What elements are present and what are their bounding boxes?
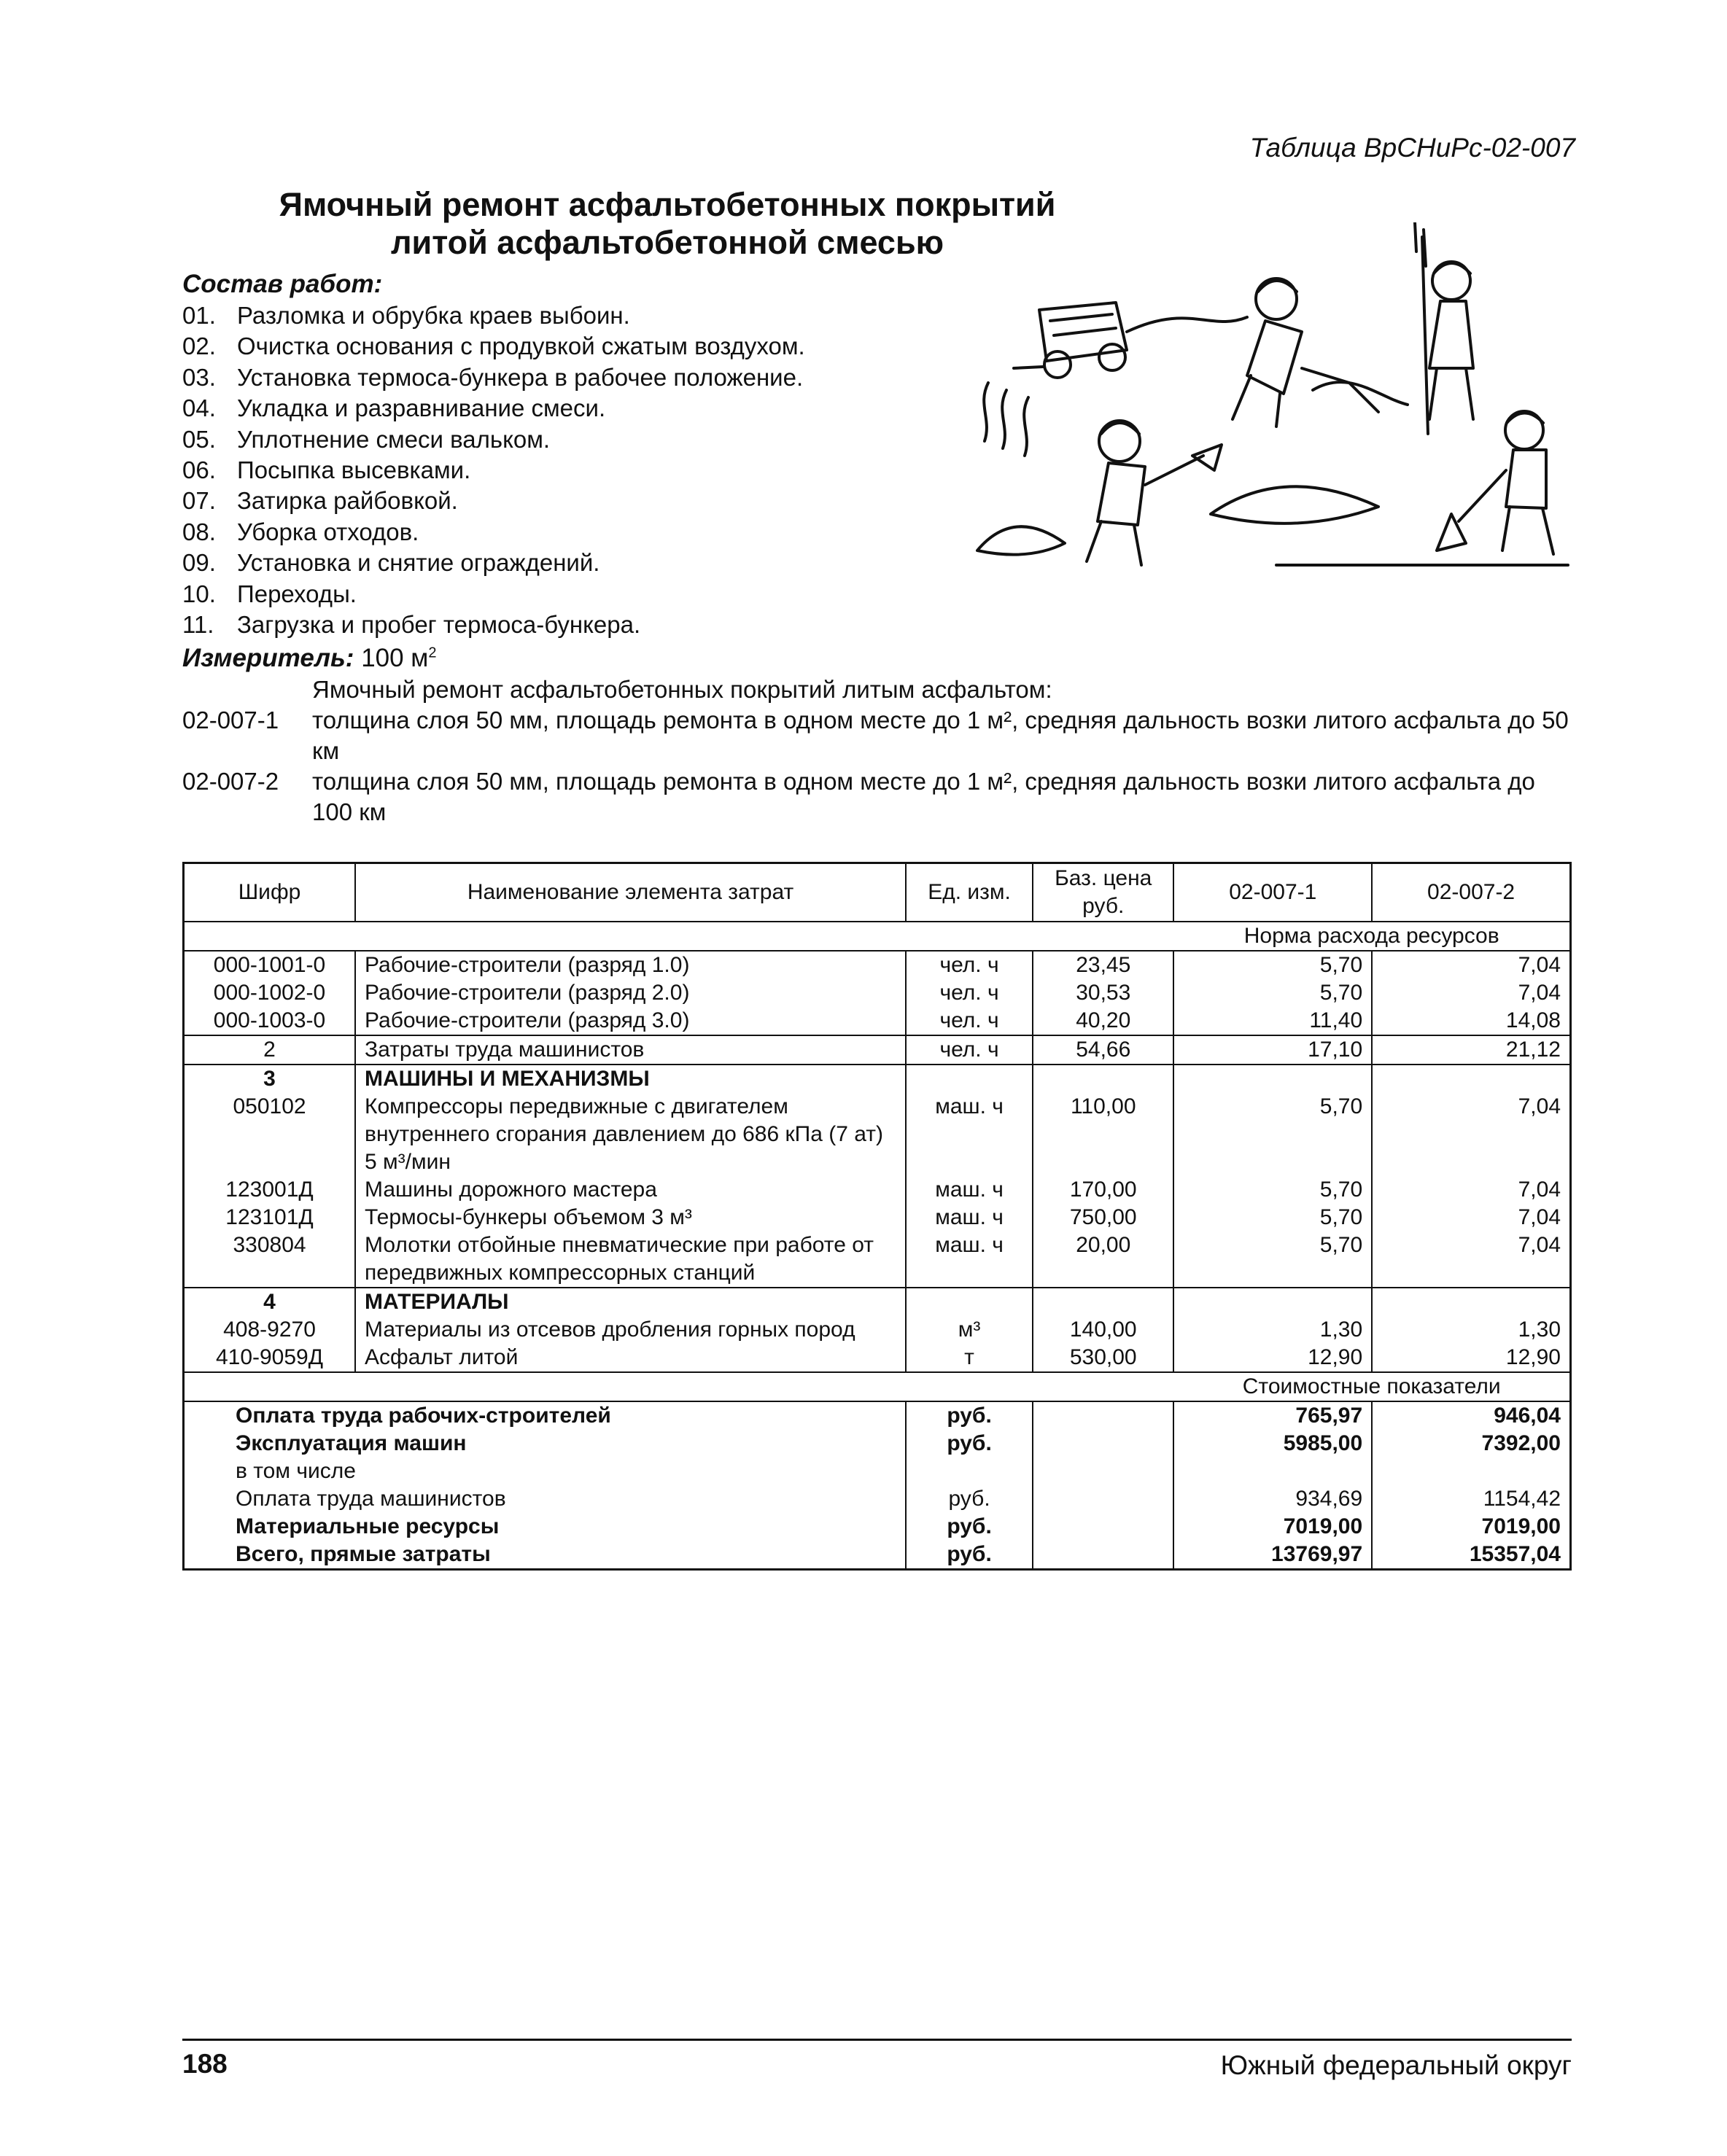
empty-cell bbox=[1033, 1513, 1173, 1541]
work-item bbox=[182, 362, 805, 393]
header-unit: Ед. изм. bbox=[906, 863, 1033, 922]
cell-name: Материалы из отсевов дробления горных пород bbox=[355, 1316, 906, 1344]
variant-code: 02-007-1 bbox=[182, 707, 279, 733]
variant-2 bbox=[182, 766, 1572, 828]
band-label: Стоимостные показатели bbox=[1173, 1372, 1570, 1401]
table-row bbox=[184, 1231, 1571, 1288]
table-row bbox=[184, 1035, 1571, 1065]
work-number: 11. bbox=[182, 611, 214, 639]
cell-price: 20,00 bbox=[1033, 1231, 1173, 1288]
page-number: 188 bbox=[182, 2049, 228, 2079]
cell-variant-2: 21,12 bbox=[1372, 1035, 1570, 1065]
empty-cell bbox=[1033, 1541, 1173, 1570]
summary-variant-1 bbox=[1173, 1458, 1372, 1485]
measure bbox=[182, 644, 437, 673]
summary-row bbox=[184, 1401, 1571, 1430]
work-item bbox=[182, 610, 805, 640]
work-number: 06. bbox=[182, 456, 216, 484]
empty-cell bbox=[1033, 1430, 1173, 1458]
summary-name: Эксплуатация машин bbox=[184, 1430, 907, 1458]
resource-table bbox=[182, 862, 1572, 1571]
summary-variant-1: 7019,00 bbox=[1173, 1513, 1372, 1541]
empty-cell bbox=[1033, 1401, 1173, 1430]
cell-variant-1: 1,30 bbox=[1173, 1316, 1372, 1344]
summary-variant-2: 946,04 bbox=[1372, 1401, 1570, 1430]
cell-variant-1: 5,70 bbox=[1173, 1176, 1372, 1204]
measure-label: Измеритель: bbox=[182, 644, 354, 672]
cell-unit: чел. ч bbox=[906, 1035, 1033, 1065]
table-row bbox=[184, 1316, 1571, 1344]
section-row bbox=[184, 1288, 1571, 1316]
empty-cell bbox=[1173, 1288, 1372, 1316]
cell-variant-2: 7,04 bbox=[1372, 1231, 1570, 1288]
variant-text: толщина слоя 50 мм, площадь ремонта в одном месте до 1 м², средняя дальность возки литого асфальта до 100 км bbox=[312, 768, 1535, 825]
works-label: Состав работ: bbox=[182, 270, 383, 298]
cell-name: Компрессоры передвижные с двигателем внутреннего сгорания давлением до 686 кПа (7 ат) 5 м³/мин bbox=[355, 1093, 906, 1176]
table-row bbox=[184, 1007, 1571, 1035]
header-name: Наименование элемента затрат bbox=[355, 863, 906, 922]
cell-name: Рабочие-строители (разряд 1.0) bbox=[355, 951, 906, 979]
section-title: МАТЕРИАЛЫ bbox=[355, 1288, 906, 1316]
header-variant-1: 02-007-1 bbox=[1173, 863, 1372, 922]
cell-price: 110,00 bbox=[1033, 1093, 1173, 1176]
norm-band bbox=[184, 922, 1571, 951]
cell-unit: м³ bbox=[906, 1316, 1033, 1344]
work-text: Уборка отходов. bbox=[237, 518, 419, 545]
empty-cell bbox=[1033, 1288, 1173, 1316]
work-text: Укладка и разравнивание смеси. bbox=[237, 394, 606, 422]
cell-variant-1: 12,90 bbox=[1173, 1344, 1372, 1372]
road-workers-illustration bbox=[970, 222, 1575, 580]
empty-cell bbox=[906, 1065, 1033, 1093]
cell-unit: чел. ч bbox=[906, 951, 1033, 979]
cell-variant-1: 5,70 bbox=[1173, 1231, 1372, 1288]
cell-variant-2: 1,30 bbox=[1372, 1316, 1570, 1344]
table-row bbox=[184, 1344, 1571, 1372]
table-row bbox=[184, 979, 1571, 1007]
table-row bbox=[184, 1176, 1571, 1204]
cell-price: 530,00 bbox=[1033, 1344, 1173, 1372]
cell-variant-1: 5,70 bbox=[1173, 1204, 1372, 1231]
cell-code: 050102 bbox=[184, 1093, 356, 1176]
cell-name: Термосы-бункеры объемом 3 м³ bbox=[355, 1204, 906, 1231]
cell-variant-2: 12,90 bbox=[1372, 1344, 1570, 1372]
cell-variant-2: 7,04 bbox=[1372, 951, 1570, 979]
summary-row bbox=[184, 1541, 1571, 1570]
works-list bbox=[182, 300, 805, 640]
intro-line: Ямочный ремонт асфальтобетонных покрытий литым асфальтом: bbox=[312, 676, 1052, 703]
summary-unit: руб. bbox=[906, 1541, 1033, 1570]
cell-code: 123101Д bbox=[184, 1204, 356, 1231]
cell-code: 330804 bbox=[184, 1231, 356, 1288]
empty-cell bbox=[1033, 1065, 1173, 1093]
header-variant-2: 02-007-2 bbox=[1372, 863, 1570, 922]
empty-cell bbox=[1033, 1485, 1173, 1513]
cell-variant-1: 17,10 bbox=[1173, 1035, 1372, 1065]
header-row bbox=[184, 863, 1571, 922]
cell-name: Молотки отбойные пневматические при работе от передвижных компрессорных станций bbox=[355, 1231, 906, 1288]
cell-unit: чел. ч bbox=[906, 1007, 1033, 1035]
work-number: 01. bbox=[182, 302, 216, 329]
summary-name: Оплата труда машинистов bbox=[184, 1485, 907, 1513]
summary-unit: руб. bbox=[906, 1485, 1033, 1513]
summary-row bbox=[184, 1430, 1571, 1458]
cell-price: 54,66 bbox=[1033, 1035, 1173, 1065]
table-row bbox=[184, 1093, 1571, 1176]
footer-divider bbox=[182, 2039, 1572, 2041]
cell-code: 410-9059Д bbox=[184, 1344, 356, 1372]
summary-name: Всего, прямые затраты bbox=[184, 1541, 907, 1570]
cell-code: 2 bbox=[184, 1035, 356, 1065]
empty-cell bbox=[1173, 1065, 1372, 1093]
cell-price: 750,00 bbox=[1033, 1204, 1173, 1231]
summary-variant-2: 7019,00 bbox=[1372, 1513, 1570, 1541]
summary-unit: руб. bbox=[906, 1513, 1033, 1541]
work-text: Переходы. bbox=[237, 580, 357, 607]
variant-code: 02-007-2 bbox=[182, 768, 279, 795]
cell-price: 170,00 bbox=[1033, 1176, 1173, 1204]
summary-variant-2: 7392,00 bbox=[1372, 1430, 1570, 1458]
cell-code: 000-1003-0 bbox=[184, 1007, 356, 1035]
cost-band bbox=[184, 1372, 1571, 1401]
section-title: МАШИНЫ И МЕХАНИЗМЫ bbox=[355, 1065, 906, 1093]
cell-variant-1: 5,70 bbox=[1173, 1093, 1372, 1176]
cell-variant-2: 14,08 bbox=[1372, 1007, 1570, 1035]
table-row bbox=[184, 1204, 1571, 1231]
cell-variant-1: 5,70 bbox=[1173, 951, 1372, 979]
summary-variant-1: 934,69 bbox=[1173, 1485, 1372, 1513]
header-code: Шифр bbox=[184, 863, 356, 922]
work-text: Затирка райбовкой. bbox=[237, 487, 458, 515]
cell-unit: маш. ч bbox=[906, 1093, 1033, 1176]
cell-code: 123001Д bbox=[184, 1176, 356, 1204]
cell-code: 000-1001-0 bbox=[184, 951, 356, 979]
work-number: 03. bbox=[182, 363, 216, 391]
work-number: 10. bbox=[182, 580, 216, 607]
summary-variant-2: 15357,04 bbox=[1372, 1541, 1570, 1570]
header-price: Баз. цена руб. bbox=[1033, 863, 1173, 922]
cell-unit: чел. ч bbox=[906, 979, 1033, 1007]
work-text: Очистка основания с продувкой сжатым воздухом. bbox=[237, 332, 805, 360]
section-code: 3 bbox=[184, 1065, 356, 1093]
work-item bbox=[182, 579, 805, 610]
summary-name: Оплата труда рабочих-строителей bbox=[184, 1401, 907, 1430]
cell-unit: маш. ч bbox=[906, 1176, 1033, 1204]
table-reference: Таблица ВрСНиРс-02-007 bbox=[1249, 133, 1575, 163]
work-item bbox=[182, 424, 805, 455]
work-number: 08. bbox=[182, 518, 216, 545]
cell-name: Асфальт литой bbox=[355, 1344, 906, 1372]
cell-unit: т bbox=[906, 1344, 1033, 1372]
work-text: Загрузка и пробег термоса-бункера. bbox=[237, 611, 641, 639]
cell-price: 40,20 bbox=[1033, 1007, 1173, 1035]
work-text: Уплотнение смеси вальком. bbox=[237, 425, 551, 453]
work-item bbox=[182, 393, 805, 424]
cell-variant-2: 7,04 bbox=[1372, 1204, 1570, 1231]
summary-name: Материальные ресурсы bbox=[184, 1513, 907, 1541]
section-code: 4 bbox=[184, 1288, 356, 1316]
title-line-2: литой асфальтобетонной смесью bbox=[390, 224, 944, 261]
section-row bbox=[184, 1065, 1571, 1093]
region-name: Южный федеральный округ bbox=[1220, 2050, 1572, 2080]
work-number: 04. bbox=[182, 394, 216, 422]
work-item bbox=[182, 331, 805, 362]
summary-variant-1: 5985,00 bbox=[1173, 1430, 1372, 1458]
work-number: 09. bbox=[182, 549, 216, 577]
work-item bbox=[182, 455, 805, 486]
cell-variant-2: 7,04 bbox=[1372, 979, 1570, 1007]
summary-variant-1: 765,97 bbox=[1173, 1401, 1372, 1430]
work-text: Установка и снятие ограждений. bbox=[237, 549, 600, 577]
cell-name: Рабочие-строители (разряд 3.0) bbox=[355, 1007, 906, 1035]
cell-variant-2: 7,04 bbox=[1372, 1093, 1570, 1176]
work-number: 05. bbox=[182, 425, 216, 453]
work-item bbox=[182, 517, 805, 548]
intro-text bbox=[182, 674, 1572, 705]
summary-row bbox=[184, 1485, 1571, 1513]
cell-name: Машины дорожного мастера bbox=[355, 1176, 906, 1204]
work-text: Установка термоса-бункера в рабочее положение. bbox=[237, 363, 804, 391]
cell-price: 23,45 bbox=[1033, 951, 1173, 979]
summary-row bbox=[184, 1513, 1571, 1541]
summary-unit: руб. bbox=[906, 1430, 1033, 1458]
work-number: 02. bbox=[182, 332, 216, 360]
summary-name: в том числе bbox=[184, 1458, 907, 1485]
cell-unit: маш. ч bbox=[906, 1231, 1033, 1288]
work-item bbox=[182, 300, 805, 331]
cell-variant-2: 7,04 bbox=[1372, 1176, 1570, 1204]
title-line-1: Ямочный ремонт асфальтобетонных покрытий bbox=[279, 186, 1056, 223]
cell-code: 408-9270 bbox=[184, 1316, 356, 1344]
variant-1 bbox=[182, 705, 1572, 766]
cell-variant-1: 5,70 bbox=[1173, 979, 1372, 1007]
band-label: Норма расхода ресурсов bbox=[1173, 922, 1570, 951]
cell-price: 30,53 bbox=[1033, 979, 1173, 1007]
work-number: 07. bbox=[182, 487, 216, 515]
band-spacer bbox=[184, 922, 1174, 951]
empty-cell bbox=[906, 1288, 1033, 1316]
summary-unit bbox=[906, 1458, 1033, 1485]
band-spacer bbox=[184, 1372, 1174, 1401]
work-item bbox=[182, 486, 805, 516]
empty-cell bbox=[1033, 1458, 1173, 1485]
summary-variant-2: 1154,42 bbox=[1372, 1485, 1570, 1513]
cell-variant-1: 11,40 bbox=[1173, 1007, 1372, 1035]
cell-unit: маш. ч bbox=[906, 1204, 1033, 1231]
measure-value: 100 м bbox=[361, 644, 429, 672]
summary-variant-2 bbox=[1372, 1458, 1570, 1485]
cell-name: Рабочие-строители (разряд 2.0) bbox=[355, 979, 906, 1007]
cell-code: 000-1002-0 bbox=[184, 979, 356, 1007]
cell-name: Затраты труда машинистов bbox=[355, 1035, 906, 1065]
empty-cell bbox=[1372, 1288, 1570, 1316]
work-text: Разломка и обрубка краев выбоин. bbox=[237, 302, 630, 329]
summary-variant-1: 13769,97 bbox=[1173, 1541, 1372, 1570]
summary-row bbox=[184, 1458, 1571, 1485]
variant-text: толщина слоя 50 мм, площадь ремонта в одном месте до 1 м², средняя дальность возки литого асфальта до 50 км bbox=[312, 707, 1569, 764]
summary-unit: руб. bbox=[906, 1401, 1033, 1430]
table-row bbox=[184, 951, 1571, 979]
work-item bbox=[182, 548, 805, 578]
work-text: Посыпка высевками. bbox=[237, 456, 471, 484]
measure-superscript: 2 bbox=[428, 645, 437, 661]
cell-price: 140,00 bbox=[1033, 1316, 1173, 1344]
empty-cell bbox=[1372, 1065, 1570, 1093]
table-body bbox=[184, 922, 1571, 1570]
